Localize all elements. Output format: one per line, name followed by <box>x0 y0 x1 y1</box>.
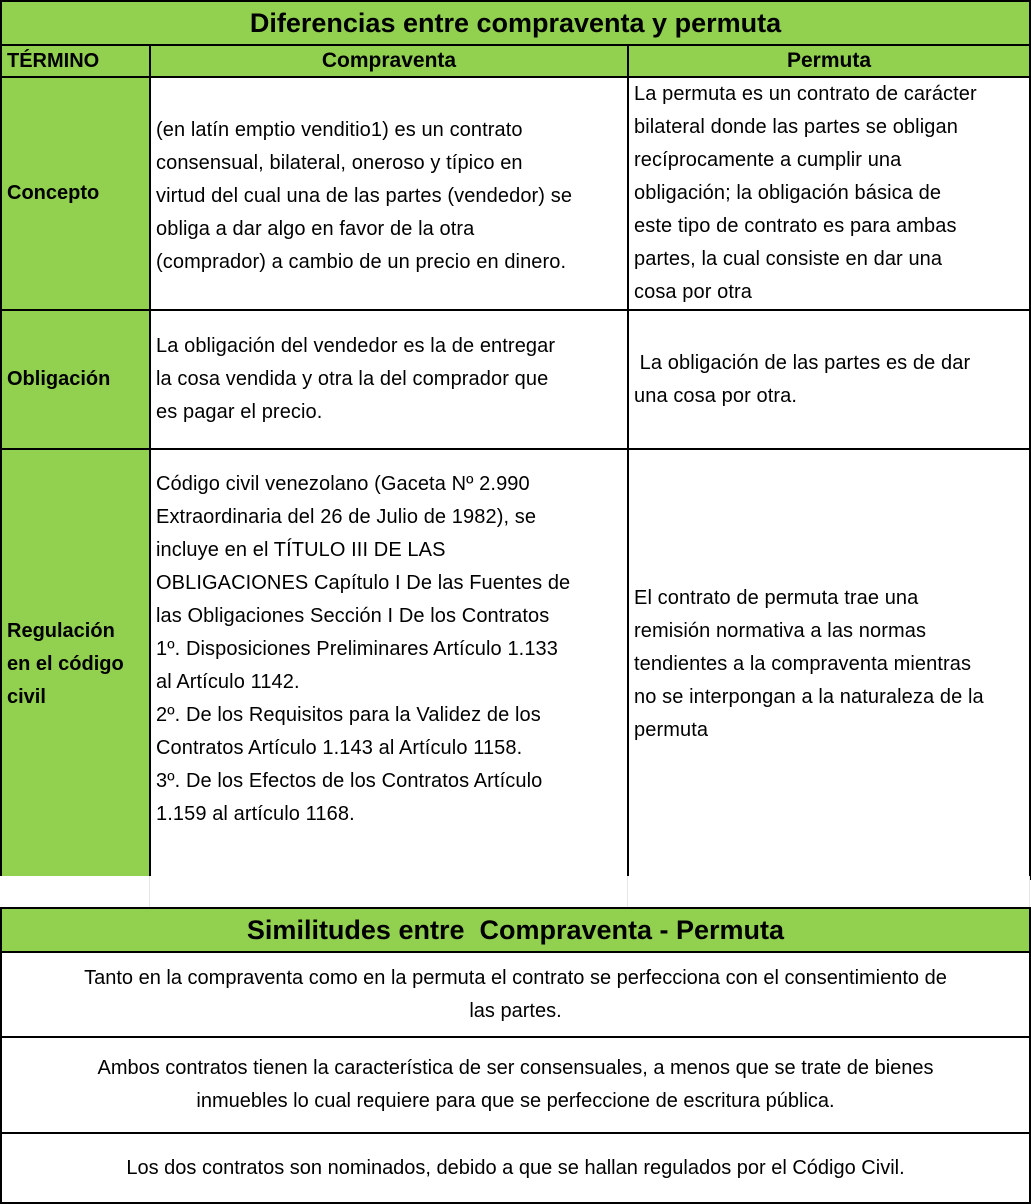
empty-spreadsheet-row <box>0 876 1029 907</box>
similarity-row[interactable] <box>1 1133 1030 1203</box>
text-line: la cosa vendida y otra la del comprador que <box>156 368 549 390</box>
text-line: remisión normativa a las normas <box>634 619 927 642</box>
text-line: 1º. Disposiciones Preliminares Artículo 1.133 <box>156 637 558 660</box>
text-line: El contrato de permuta trae una <box>634 586 919 609</box>
cell-concepto-compraventa[interactable] <box>150 77 628 310</box>
text-line: 2º. De los Requisitos para la Validez de los <box>156 703 541 726</box>
differences-title[interactable]: Diferencias entre compraventa y permuta <box>1 1 1030 45</box>
spacer <box>156 831 623 861</box>
cell-concepto-permuta[interactable] <box>628 77 1030 310</box>
text-line: cosa por otra <box>634 281 753 303</box>
text-line: obliga a dar algo en favor de la otra <box>156 217 475 240</box>
text-line: La obligación de las partes es de dar <box>634 351 971 374</box>
label-line: Regulación <box>7 619 115 642</box>
similarity-row[interactable] <box>1 952 1030 1037</box>
header-term[interactable]: TÉRMINO <box>1 45 150 77</box>
text-line: Extraordinaria del 26 de Julio de 1982), se <box>156 505 537 528</box>
header-compraventa[interactable]: Compraventa <box>150 45 628 77</box>
text-line: Los dos contratos son nominados, debido a que se hallan regulados por el Código Civil. <box>126 1156 905 1179</box>
cell-obligacion-compraventa[interactable] <box>150 310 628 449</box>
label-line: civil <box>7 685 46 708</box>
text-line: es pagar el precio. <box>156 401 323 423</box>
cell-regulacion-permuta[interactable] <box>628 449 1030 879</box>
text-line: tendientes a la compraventa mientras <box>634 652 972 675</box>
text-line: este tipo de contrato es para ambas <box>634 215 957 237</box>
text-line: (comprador) a cambio de un precio en dinero. <box>156 250 567 273</box>
text-line: no se interpongan a la naturaleza de la <box>634 685 984 708</box>
text-line: al Artículo 1142. <box>156 670 300 693</box>
text-line: consensual, bilateral, oneroso y típico en <box>156 151 523 174</box>
text-line: recíprocamente a cumplir una <box>634 149 902 171</box>
text-line: 3º. De los Efectos de los Contratos Artículo <box>156 769 543 792</box>
header-permuta[interactable]: Permuta <box>628 45 1030 77</box>
text-line: permuta <box>634 718 709 741</box>
text-line: las Obligaciones Sección I De los Contratos <box>156 604 550 627</box>
text-line: inmuebles lo cual requiere para que se perfeccione de escritura pública. <box>196 1090 835 1112</box>
row-label-obligacion[interactable]: Obligación <box>1 310 150 449</box>
text-line: La permuta es un contrato de carácter <box>634 83 977 105</box>
cell-obligacion-permuta[interactable] <box>628 310 1030 449</box>
text-line: Contratos Artículo 1.143 al Artículo 1158. <box>156 736 523 759</box>
text-line: partes, la cual consiste en dar una <box>634 248 943 270</box>
similarities-table <box>0 907 1031 1204</box>
text-line: las partes. <box>469 999 562 1022</box>
row-label-regulacion[interactable] <box>1 449 150 879</box>
row-label-concepto[interactable]: Concepto <box>1 77 150 310</box>
text-line: Tanto en la compraventa como en la permuta el contrato se perfecciona con el consentimiento de <box>84 966 947 989</box>
text-line: bilateral donde las partes se obligan <box>634 116 958 138</box>
text-line: obligación; la obligación básica de <box>634 182 942 204</box>
empty-cell[interactable] <box>0 876 150 908</box>
similarity-row[interactable] <box>1 1037 1030 1133</box>
label-line: en el código <box>7 652 124 675</box>
cell-regulacion-compraventa[interactable] <box>150 449 628 879</box>
text-line: OBLIGACIONES Capítulo I De las Fuentes de <box>156 571 571 594</box>
empty-cell[interactable] <box>150 876 628 908</box>
text-line: (en latín emptio venditio1) es un contrato <box>156 118 523 141</box>
text-line: Código civil venezolano (Gaceta Nº 2.990 <box>156 472 530 495</box>
empty-cell[interactable] <box>628 876 1030 908</box>
text-line: una cosa por otra. <box>634 384 798 407</box>
text-line: Ambos contratos tienen la característica de ser consensuales, a menos que se trate de bienes <box>97 1057 934 1079</box>
similarities-title[interactable]: Similitudes entre Compraventa - Permuta <box>1 908 1030 952</box>
text-line: incluye en el TÍTULO III DE LAS <box>156 538 446 561</box>
text-line: 1.159 al artículo 1168. <box>156 802 355 825</box>
text-line: virtud del cual una de las partes (vendedor) se <box>156 184 573 207</box>
text-line: La obligación del vendedor es la de entregar <box>156 335 556 357</box>
